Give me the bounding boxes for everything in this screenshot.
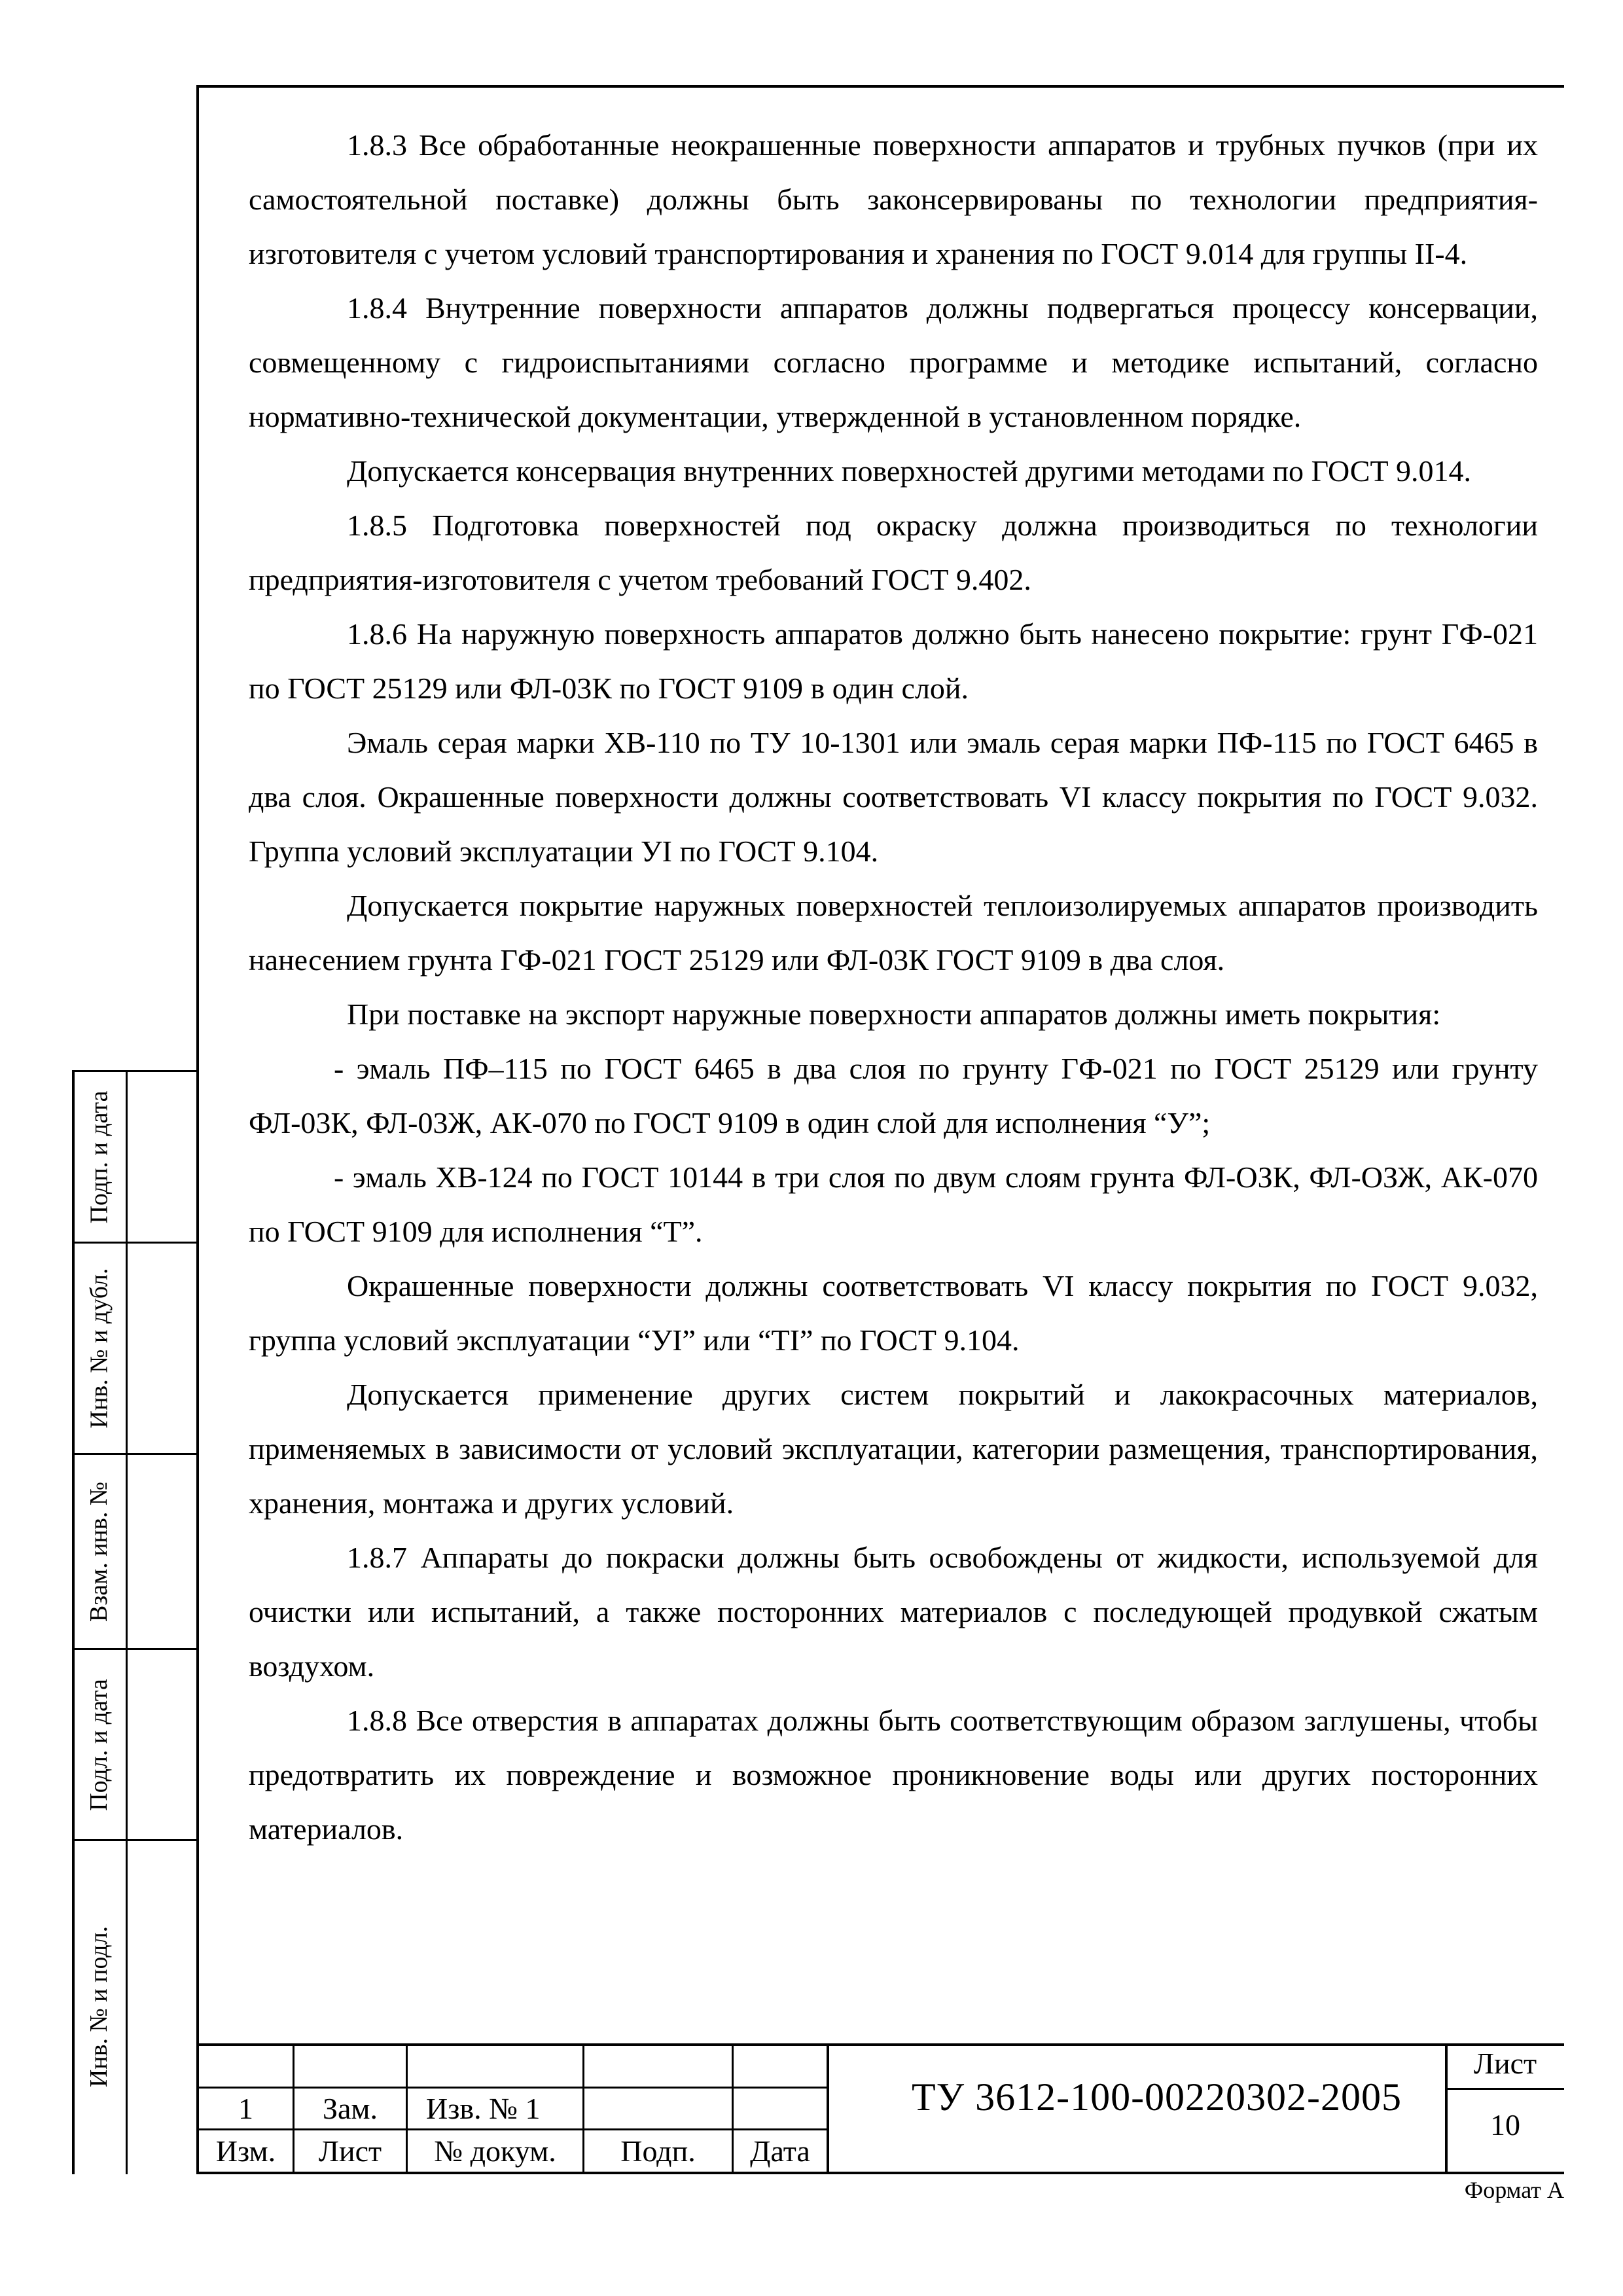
- document-number: ТУ 3612-100-00220302-2005: [911, 2075, 1402, 2119]
- change-date-value: [734, 2089, 827, 2128]
- strip-label-inv-orig: Инв. № и подл.: [85, 1926, 113, 2087]
- change-doc-value: Изв. № 1: [426, 2091, 541, 2125]
- header-list: Лист: [318, 2134, 382, 2168]
- list-item-t: - эмаль ХВ-124 по ГОСТ 10144 в три слоя по двум слоям грунта ФЛ-ОЗК, ФЛ-ОЗЖ, АК-070 по ГОСТ 9109 для исполнения “Т”.: [249, 1160, 1538, 1248]
- frame-top-line: [196, 85, 1564, 88]
- sheet-label: Лист: [1473, 2047, 1537, 2080]
- paragraph-other-systems: Допускается применение других систем покрытий и лакокрасочных материалов, применяемых в зависимости от условий эксплуатации, категории размещения, транспортирования, хранения, монтажа и других условий.: [249, 1378, 1538, 1520]
- strip-label-sign-date: Подп. и дата: [85, 1090, 113, 1224]
- paragraph-insulated-coating: Допускается покрытие наружных поверхностей теплоизолируемых аппаратов производить нанесением грунта ГФ-021 ГОСТ 25129 или ФЛ-03К ГОСТ 9109 в два слоя.: [249, 889, 1538, 977]
- paragraph-1-8-4: 1.8.4 Внутренние поверхности аппаратов должны подвергаться процессу консервации, совмещенному с гидроиспытаниями согласно программе и методике испытаний, согласно нормативно-технической документации, утвержденной в установленном порядке.: [249, 291, 1538, 433]
- paragraph-enamel: Эмаль серая марки ХВ-110 по ТУ 10-1301 или эмаль серая марки ПФ-115 по ГОСТ 6465 в два слоя. Окрашенные поверхности должны соответствовать VI классу покрытия по ГОСТ 9.032. Группа условий эксплуатации УI по ГОСТ 9.104.: [249, 726, 1538, 868]
- change-list-value: Зам.: [322, 2091, 378, 2125]
- strip-divider-line: [126, 1070, 128, 2174]
- change-sign-value: [584, 2089, 732, 2128]
- frame-left-line: [196, 85, 199, 2174]
- strip-label-replace-inv: Взам. инв. №: [85, 1481, 113, 1622]
- paragraph-preservation-note: Допускается консервация внутренних поверхностей другими методами по ГОСТ 9.014.: [347, 454, 1472, 488]
- document-body: [249, 118, 1538, 1856]
- paragraph-1-8-7: 1.8.7 Аппараты до покраски должны быть освобождены от жидкости, используемой для очистки или испытаний, а также посторонних материалов с последующей продувкой сжатым воздухом.: [249, 1541, 1538, 1683]
- header-doc-number: № докум.: [434, 2134, 556, 2168]
- paragraph-1-8-5: 1.8.5 Подготовка поверхностей под окраску должна производиться по технологии предприятия-изготовителя с учетом требований ГОСТ 9.402.: [249, 509, 1538, 596]
- paragraph-1-8-8: 1.8.8 Все отверстия в аппаратах должны быть соответствующим образом заглушены, чтобы предотвратить их повреждение и возможное проникновение воды или других посторонних материалов.: [249, 1704, 1538, 1846]
- header-izm: Изм.: [215, 2134, 276, 2168]
- paragraph-1-8-3: 1.8.3 Все обработанные неокрашенные поверхности аппаратов и трубных пучков (при их самостоятельной поставке) должны быть законсервированы по технологии предприятия-изготовителя с учетом условий транспортирования и хранения по ГОСТ 9.014 для группы II-4.: [249, 128, 1538, 270]
- header-signature: Подп.: [620, 2134, 696, 2168]
- strip-label-inv-dup: Инв. № и дубл.: [85, 1268, 113, 1429]
- strip-label-orig-date: Подл. и дата: [85, 1678, 113, 1811]
- sheet-number: 10: [1490, 2108, 1520, 2142]
- format-label: Формат А: [1464, 2177, 1564, 2203]
- title-block-top-line: [196, 2043, 1564, 2046]
- paragraph-1-8-6: 1.8.6 На наружную поверхность аппаратов должно быть нанесено покрытие: грунт ГФ-021 по ГОСТ 25129 или ФЛ-03К по ГОСТ 9109 в один слой.: [249, 617, 1538, 705]
- change-izm-value: 1: [238, 2091, 253, 2125]
- paragraph-export-intro: При поставке на экспорт наружные поверхности аппаратов должны иметь покрытия:: [347, 997, 1441, 1031]
- paragraph-coating-class: Окрашенные поверхности должны соответствовать VI классу покрытия по ГОСТ 9.032, группа условий эксплуатации “УI” или “ТI” по ГОСТ 9.104.: [249, 1269, 1538, 1357]
- frame-bottom-line: [196, 2172, 1564, 2174]
- list-item-u: - эмаль ПФ–115 по ГОСТ 6465 в два слоя по грунту ГФ-021 по ГОСТ 25129 или грунту ФЛ-03К, ФЛ-03Ж, АК-070 по ГОСТ 9109 в один слой для исполнения “У”;: [249, 1052, 1538, 1139]
- header-date: Дата: [750, 2134, 810, 2168]
